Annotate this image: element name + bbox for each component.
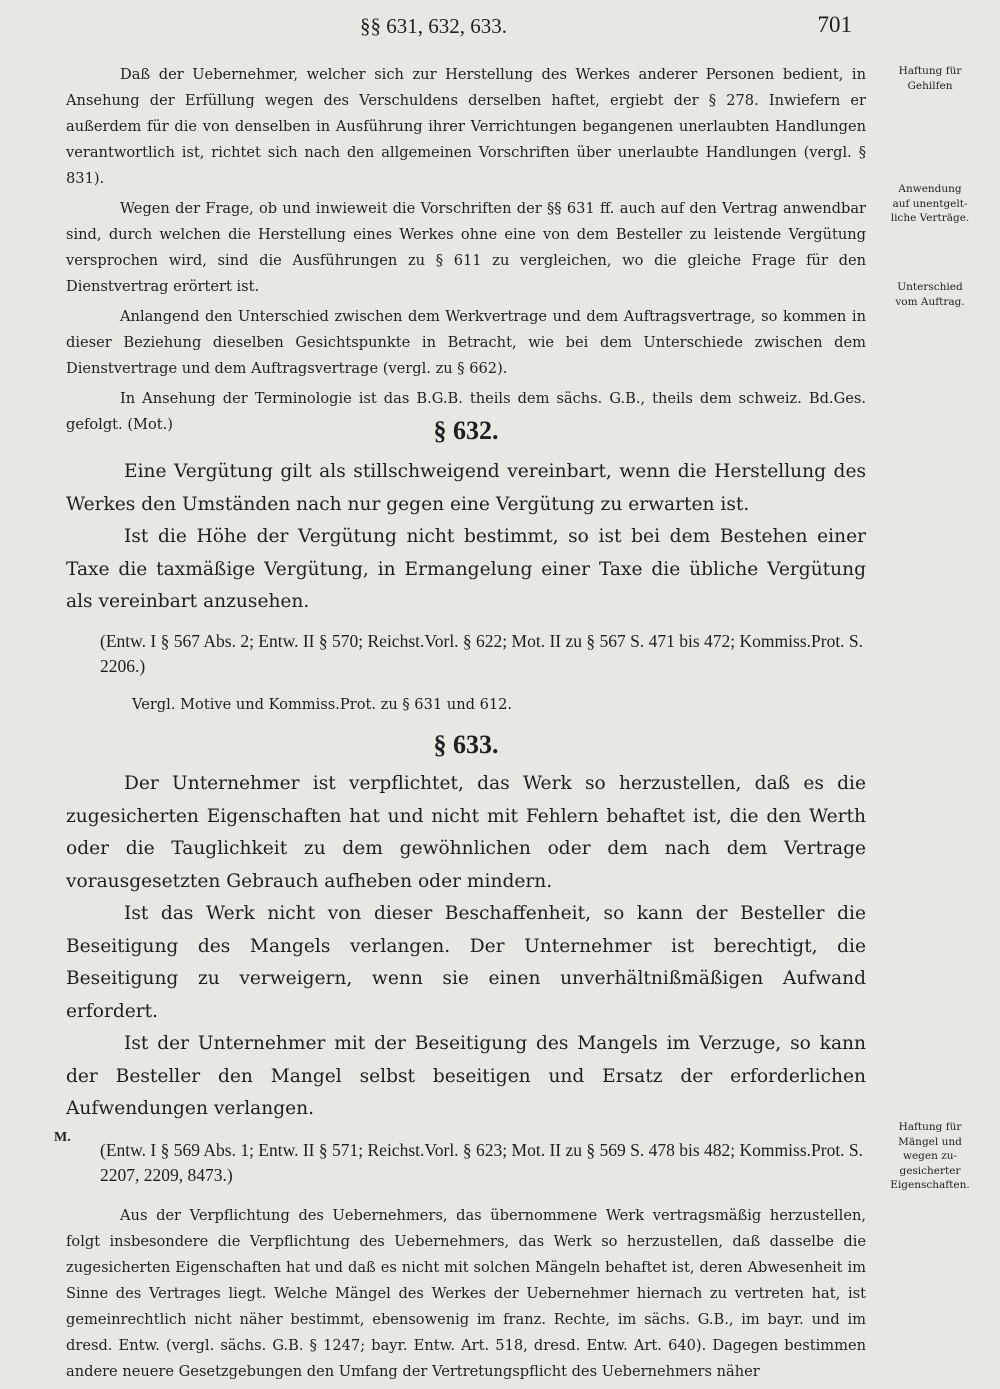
- section-632-paragraph-1: Eine Vergütung gilt als stillschweigend vereinbart, wenn die Herstellung des Werkes den Umständen nach nur gegen eine Vergütung zu erwarten ist.: [66, 461, 866, 515]
- running-head: §§ 631, 632, 633.: [360, 14, 507, 38]
- intro-block: [66, 62, 866, 442]
- margin-note-line: liche Verträge.: [890, 212, 970, 224]
- margin-note-line: Anwendung: [898, 183, 962, 195]
- margin-note-haftung-maengel: [870, 1120, 990, 1193]
- intro-paragraph-3: Anlangend den Unterschied zwischen dem Werkvertrage und dem Auftragsvertrage, so kommen in dieser Beziehung dieselben Gesichtspunkte in Betracht, wie bei dem Unterschiede zwischen dem Dienstvertrage und dem Auftragsvertrage (vergl. zu § 662).: [66, 308, 866, 377]
- section-632-heading: § 632.: [433, 416, 499, 445]
- margin-note-unterschied: [870, 280, 990, 309]
- intro-paragraph-1: Daß der Uebernehmer, welcher sich zur Herstellung des Werkes anderer Personen bedient, in Ansehung der Erfüllung wegen des Verschuldens derselben haftet, ergiebt der § 278. Inwiefern er außerdem für die von denselben in Ausführung ihrer Verrichtungen begangenen unerlaubten Handlungen verantwortlich ist, richtet sich nach den allgemeinen Vorschriften über unerlaubte Handlungen (vergl. § 831).: [66, 66, 866, 187]
- page-header: [0, 14, 1000, 48]
- margin-note-line: Mängel und: [898, 1135, 962, 1148]
- margin-note-line: wegen zu-: [902, 1150, 958, 1162]
- section-632-reference: Vergl. Motive und Kommiss.Prot. zu § 631 und 612.: [132, 695, 513, 713]
- intro-paragraph-2: Wegen der Frage, ob und inwieweit die Vorschriften der §§ 631 ff. auch auf den Vertrag anwendbar sind, durch welchen die Herstellung eines Werkes ohne eine von dem Besteller zu leistende Vergütung versprochen wird, sind die Ausführungen zu § 611 zu vergleichen, wo die gleiche Frage für den Dienstvertrag erörtert ist.: [66, 200, 866, 295]
- margin-note-haftung-gehilfen: [870, 64, 990, 93]
- section-632-citation: (Entw. I § 567 Abs. 2; Entw. II § 570; Reichst.Vorl. § 622; Mot. II zu § 567 S. 471 bis 472; Kommiss.Prot. S. 2206.): [100, 630, 864, 676]
- section-633-heading: § 633.: [433, 730, 499, 759]
- margin-note-line: Haftung für: [898, 65, 962, 77]
- section-633-paragraph-3: Ist der Unternehmer mit der Beseitigung des Mangels im Verzuge, so kann der Besteller den Mangel selbst beseitigen und Ersatz der erforderlichen Aufwendungen verlangen.: [66, 1033, 866, 1119]
- margin-note-line: Unterschied: [897, 281, 963, 293]
- section-633: [66, 730, 866, 1389]
- section-632-paragraph-2: Ist die Höhe der Vergütung nicht bestimmt, so ist bei dem Bestehen einer Taxe die taxmäßige Vergütung, in Ermangelung einer Taxe die übliche Vergütung als vereinbart anzusehen.: [66, 526, 866, 612]
- margin-note-line: Haftung für: [898, 1121, 962, 1133]
- margin-note-line: auf unentgelt-: [892, 197, 968, 210]
- section-633-citation: (Entw. I § 569 Abs. 1; Entw. II § 571; Reichst.Vorl. § 623; Mot. II zu § 569 S. 478 bis 482; Kommiss.Prot. S. 2207, 2209, 8473.): [100, 1139, 864, 1185]
- section-633-commentary: Aus der Verpflichtung des Uebernehmers, das übernommene Werk vertragsmäßig herzustellen, folgt insbesondere die Verpflichtung des Uebernehmers, das Werk so herzustellen, daß dasselbe die zugesicherten Eigenschaften hat und daß es nicht mit solchen Mängeln behaftet ist, deren Abwesenheit im Sinne des Vertrages liegt. Welche Mängel des Werkes der Uebernehmer hiernach zu vertreten hat, ist gemeinrechtlich nicht näher bestimmt, ebensowenig im franz. Rechte, im sächs. G.B., im bayr. und im dresd. Entw. (vergl. sächs. G.B. § 1247; bayr. Entw. Art. 518, dresd. Entw. Art. 640). Dagegen bestimmen andere neuere Gesetzgebungen den Umfang der Vertretungspflicht des Uebernehmers näher: [66, 1206, 866, 1380]
- margin-note-line: Eigenschaften.: [890, 1179, 970, 1191]
- margin-note-line: gesicherter: [899, 1164, 961, 1177]
- margin-note-line: vom Auftrag.: [895, 295, 965, 308]
- section-633-paragraph-2: Ist das Werk nicht von dieser Beschaffenheit, so kann der Besteller die Beseitigung des Mangels verlangen. Der Unternehmer ist berechtigt, die Beseitigung zu verweigern, wenn sie einen unverhältnißmäßigen Aufwand erfordert.: [66, 903, 866, 1022]
- margin-note-anwendung: [870, 182, 990, 226]
- margin-note-line: Gehilfen: [907, 79, 953, 92]
- page-number: 701: [817, 12, 852, 37]
- motive-marker: M.: [54, 1130, 71, 1145]
- section-633-paragraph-1: Der Unternehmer ist verpflichtet, das Werk so herzustellen, daß es die zugesicherten Eigenschaften hat und nicht mit Fehlern behaftet ist, die den Werth oder die Tauglichkeit zu dem gewöhnlichen oder dem nach dem Vertrage vorausgesetzten Gebrauch aufheben oder mindern.: [66, 773, 866, 892]
- section-632: [66, 416, 866, 718]
- intro-paragraph-4: In Ansehung der Terminologie ist das B.G.B. theils dem sächs. G.B., theils dem schweiz. Bd.Ges. gefolgt. (Mot.): [66, 390, 866, 433]
